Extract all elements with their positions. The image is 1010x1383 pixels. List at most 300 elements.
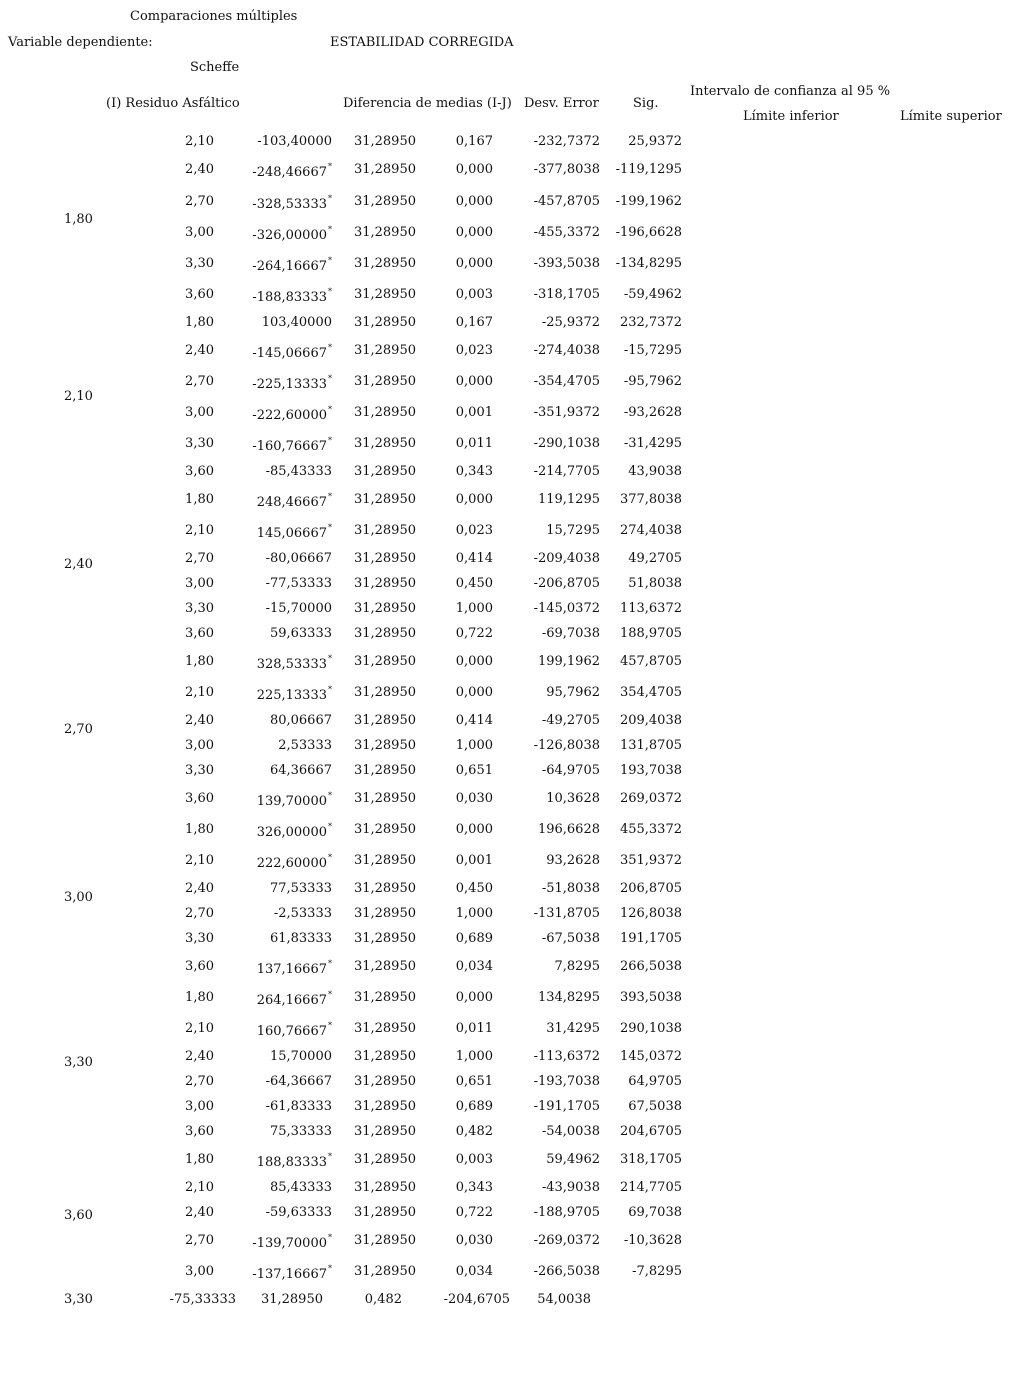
cell-upper-text: 43,9038 (628, 464, 682, 479)
group-label-text: 2,10 (64, 389, 93, 404)
cell-sig-text: 0,000 (455, 990, 493, 1005)
cell-err-text: 31,28950 (353, 225, 416, 240)
cell-upper (602, 287, 682, 303)
cell-j-text: 1,80 (185, 315, 214, 330)
cell-err (332, 405, 416, 421)
cell-upper-text: -31,4295 (623, 436, 682, 451)
cell-diff-text: -59,63333 (265, 1205, 332, 1220)
last-row-i: 3,30 (64, 1292, 93, 1307)
cell-j-text: 2,10 (185, 853, 214, 868)
cell-j (150, 256, 214, 272)
cell-sig (440, 492, 493, 508)
cell-upper-text: -15,7295 (623, 343, 682, 358)
cell-sig-text: 1,000 (455, 1049, 493, 1064)
cell-upper-text: 206,8705 (619, 881, 682, 896)
cell-err-text: 31,28950 (353, 626, 416, 641)
cell-sig (440, 931, 493, 947)
cell-j (150, 822, 214, 838)
cell-diff (228, 343, 332, 362)
table-title: Comparaciones múltiples (130, 9, 298, 24)
cell-sig-text: 0,414 (455, 551, 493, 566)
cell-diff-text: -188,83333 (252, 290, 327, 305)
cell-sig-text: 0,003 (455, 1152, 493, 1167)
cell-j-text: 2,70 (185, 374, 214, 389)
cell-sig-text: 0,000 (455, 822, 493, 837)
cell-sig (440, 1205, 493, 1221)
cell-sig-text: 0,722 (455, 626, 493, 641)
cell-j (150, 738, 214, 754)
cell-sig-text: 0,722 (455, 1205, 493, 1220)
cell-err-text: 31,28950 (353, 959, 416, 974)
cell-err-text: 31,28950 (353, 436, 416, 451)
cell-lower (508, 551, 600, 567)
cell-upper-text: 290,1038 (619, 1021, 682, 1036)
cell-err-text: 31,28950 (353, 1074, 416, 1089)
cell-sig-text: 0,034 (455, 959, 493, 974)
cell-sig-text: 0,414 (455, 713, 493, 728)
cell-upper (602, 343, 682, 359)
cell-lower-text: -209,4038 (533, 551, 600, 566)
cell-upper-text: 204,6705 (619, 1124, 682, 1139)
cell-lower (508, 1233, 600, 1249)
cell-lower-text: 119,1295 (537, 492, 600, 507)
cell-j (150, 134, 214, 150)
cell-sig (440, 287, 493, 303)
cell-lower-text: 31,4295 (546, 1021, 600, 1036)
significance-marker: * (328, 990, 332, 999)
cell-upper (602, 1124, 682, 1140)
cell-err (332, 1233, 416, 1249)
cell-diff (228, 1049, 332, 1065)
cell-j-text: 3,60 (185, 959, 214, 974)
cell-err (332, 881, 416, 897)
cell-j-text: 3,60 (185, 464, 214, 479)
cell-sig-text: 0,167 (455, 315, 493, 330)
cell-j-text: 2,70 (185, 1074, 214, 1089)
cell-lower (508, 1264, 600, 1280)
cell-diff (228, 225, 332, 244)
cell-sig (440, 551, 493, 567)
header-error: Desv. Error (524, 96, 599, 111)
cell-err (332, 523, 416, 539)
cell-err (332, 959, 416, 975)
cell-upper-text: 131,8705 (619, 738, 682, 753)
cell-sig-text: 0,651 (455, 763, 493, 778)
cell-lower-text: -318,1705 (533, 287, 600, 302)
cell-diff (228, 134, 332, 150)
cell-upper (602, 551, 682, 567)
cell-upper (602, 523, 682, 539)
last-row-sig: 0,482 (364, 1292, 402, 1307)
cell-diff-text: 2,53333 (278, 738, 332, 753)
cell-err-text: 31,28950 (353, 576, 416, 591)
cell-upper-text: -199,1962 (615, 194, 682, 209)
cell-lower-text: 199,1962 (537, 654, 600, 669)
cell-lower (508, 405, 600, 421)
cell-err (332, 990, 416, 1006)
header-intervalo: Intervalo de confianza al 95 % (690, 84, 891, 99)
cell-j (150, 791, 214, 807)
cell-upper (602, 315, 682, 331)
cell-sig (440, 791, 493, 807)
cell-diff-text: 328,53333 (256, 657, 327, 672)
last-row-upper: 54,0038 (537, 1292, 591, 1307)
cell-sig-text: 1,000 (455, 601, 493, 616)
cell-j (150, 1049, 214, 1065)
cell-diff-text: -222,60000 (252, 408, 327, 423)
cell-upper-text: 214,7705 (619, 1180, 682, 1195)
cell-j (150, 194, 214, 210)
group-label (64, 890, 93, 906)
cell-diff (228, 1124, 332, 1140)
cell-err-text: 31,28950 (353, 881, 416, 896)
cell-lower-text: -193,7038 (533, 1074, 600, 1089)
cell-lower (508, 134, 600, 150)
cell-lower (508, 654, 600, 670)
cell-err (332, 853, 416, 869)
cell-lower (508, 1021, 600, 1037)
cell-upper (602, 685, 682, 701)
cell-diff-text: -15,70000 (265, 601, 332, 616)
cell-j-text: 1,80 (185, 822, 214, 837)
cell-lower (508, 492, 600, 508)
cell-err-text: 31,28950 (353, 1021, 416, 1036)
cell-err-text: 31,28950 (353, 1233, 416, 1248)
cell-diff-text: -85,43333 (265, 464, 332, 479)
cell-err (332, 315, 416, 331)
cell-lower (508, 713, 600, 729)
cell-sig-text: 1,000 (455, 738, 493, 753)
significance-marker: * (328, 1021, 332, 1030)
cell-sig (440, 436, 493, 452)
cell-lower-text: -51,8038 (541, 881, 600, 896)
cell-diff-text: -137,16667 (252, 1267, 327, 1282)
significance-marker: * (328, 405, 332, 414)
cell-diff-text: -145,06667 (252, 346, 327, 361)
cell-j (150, 654, 214, 670)
cell-diff-text: 77,53333 (269, 881, 332, 896)
cell-upper-text: -134,8295 (615, 256, 682, 271)
cell-diff (228, 853, 332, 872)
cell-upper (602, 1152, 682, 1168)
cell-sig (440, 1124, 493, 1140)
cell-diff-text: -103,40000 (257, 134, 332, 149)
cell-upper-text: -196,6628 (615, 225, 682, 240)
cell-upper-text: 51,8038 (628, 576, 682, 591)
cell-sig (440, 343, 493, 359)
significance-marker: * (328, 194, 332, 203)
cell-lower-text: -191,1705 (533, 1099, 600, 1114)
cell-sig-text: 0,034 (455, 1264, 493, 1279)
group-label-text: 3,00 (64, 890, 93, 905)
cell-diff (228, 881, 332, 897)
cell-upper (602, 713, 682, 729)
cell-diff-text: -160,76667 (252, 439, 327, 454)
cell-lower (508, 315, 600, 331)
cell-upper (602, 738, 682, 754)
cell-lower (508, 523, 600, 539)
group-label-text: 3,60 (64, 1208, 93, 1223)
group-label-text: 1,80 (64, 212, 93, 227)
cell-diff (228, 256, 332, 275)
cell-sig (440, 1233, 493, 1249)
group-label-text: 2,70 (64, 722, 93, 737)
cell-upper-text: 354,4705 (619, 685, 682, 700)
method-label: Scheffe (190, 60, 240, 75)
cell-diff-text: 222,60000 (256, 856, 327, 871)
header-limite-superior: Límite superior (900, 109, 1002, 124)
cell-j-text: 2,10 (185, 1021, 214, 1036)
cell-sig (440, 256, 493, 272)
cell-upper-text: -93,2628 (623, 405, 682, 420)
cell-sig (440, 626, 493, 642)
cell-lower (508, 853, 600, 869)
cell-err-text: 31,28950 (353, 162, 416, 177)
cell-sig (440, 1180, 493, 1196)
significance-marker: * (328, 1233, 332, 1242)
cell-upper-text: -95,7962 (623, 374, 682, 389)
cell-upper-text: -119,1295 (615, 162, 682, 177)
cell-j (150, 626, 214, 642)
cell-err-text: 31,28950 (353, 405, 416, 420)
last-row-err: 31,28950 (260, 1292, 323, 1307)
cell-err (332, 194, 416, 210)
group-label (64, 1208, 93, 1224)
cell-j (150, 551, 214, 567)
significance-marker: * (328, 287, 332, 296)
cell-upper (602, 194, 682, 210)
cell-sig (440, 576, 493, 592)
cell-sig-text: 0,000 (455, 162, 493, 177)
cell-err (332, 906, 416, 922)
cell-err-text: 31,28950 (353, 685, 416, 700)
cell-diff (228, 822, 332, 841)
cell-upper (602, 601, 682, 617)
cell-upper-text: 49,2705 (628, 551, 682, 566)
cell-err (332, 654, 416, 670)
cell-j-text: 2,40 (185, 713, 214, 728)
cell-diff-text: 264,16667 (256, 993, 327, 1008)
cell-upper-text: 126,8038 (619, 906, 682, 921)
cell-sig-text: 0,000 (455, 194, 493, 209)
cell-sig-text: 0,023 (455, 523, 493, 538)
cell-lower-text: -145,0372 (533, 601, 600, 616)
cell-err (332, 738, 416, 754)
cell-err-text: 31,28950 (353, 523, 416, 538)
cell-upper-text: 69,7038 (628, 1205, 682, 1220)
cell-upper (602, 1074, 682, 1090)
cell-diff-text: 64,36667 (269, 763, 332, 778)
cell-err (332, 134, 416, 150)
cell-lower-text: -67,5038 (541, 931, 600, 946)
significance-marker: * (328, 1264, 332, 1273)
cell-j (150, 1264, 214, 1280)
cell-diff (228, 551, 332, 567)
cell-sig-text: 0,030 (455, 791, 493, 806)
cell-diff (228, 685, 332, 704)
cell-err (332, 1180, 416, 1196)
group-label (64, 557, 93, 573)
cell-upper (602, 791, 682, 807)
cell-upper (602, 763, 682, 779)
cell-lower-text: -351,9372 (533, 405, 600, 420)
cell-upper-text: 318,1705 (619, 1152, 682, 1167)
cell-diff (228, 162, 332, 181)
cell-err (332, 225, 416, 241)
cell-diff-text: -139,70000 (252, 1236, 327, 1251)
cell-sig (440, 853, 493, 869)
cell-err (332, 1152, 416, 1168)
cell-sig (440, 374, 493, 390)
significance-marker: * (328, 685, 332, 694)
cell-upper-text: -7,8295 (632, 1264, 682, 1279)
cell-err (332, 1264, 416, 1280)
cell-j-text: 2,40 (185, 881, 214, 896)
cell-err (332, 1049, 416, 1065)
cell-err-text: 31,28950 (353, 1205, 416, 1220)
cell-err (332, 1099, 416, 1115)
cell-upper (602, 576, 682, 592)
cell-diff (228, 492, 332, 511)
cell-lower (508, 287, 600, 303)
cell-sig-text: 0,450 (455, 881, 493, 896)
cell-lower (508, 1152, 600, 1168)
cell-err (332, 436, 416, 452)
cell-j (150, 436, 214, 452)
cell-lower-text: -131,8705 (533, 906, 600, 921)
cell-err (332, 601, 416, 617)
cell-j (150, 162, 214, 178)
cell-err-text: 31,28950 (353, 1152, 416, 1167)
cell-diff (228, 738, 332, 754)
cell-lower (508, 1124, 600, 1140)
cell-sig-text: 0,000 (455, 225, 493, 240)
cell-upper-text: 455,3372 (619, 822, 682, 837)
cell-lower-text: -269,0372 (533, 1233, 600, 1248)
cell-upper (602, 990, 682, 1006)
cell-upper (602, 492, 682, 508)
cell-err (332, 791, 416, 807)
cell-diff (228, 763, 332, 779)
cell-sig-text: 0,651 (455, 1074, 493, 1089)
cell-diff (228, 1205, 332, 1221)
cell-diff-text: 326,00000 (256, 825, 327, 840)
cell-j-text: 2,70 (185, 194, 214, 209)
cell-err-text: 31,28950 (353, 738, 416, 753)
cell-j (150, 405, 214, 421)
cell-j-text: 3,30 (185, 436, 214, 451)
cell-lower (508, 464, 600, 480)
cell-diff-text: -328,53333 (252, 197, 327, 212)
cell-lower-text: -54,0038 (541, 1124, 600, 1139)
cell-diff-text: 160,76667 (256, 1024, 327, 1039)
significance-marker: * (328, 822, 332, 831)
cell-sig (440, 405, 493, 421)
cell-lower (508, 1180, 600, 1196)
cell-j (150, 343, 214, 359)
cell-sig-text: 0,482 (455, 1124, 493, 1139)
cell-diff (228, 1152, 332, 1171)
cell-err-text: 31,28950 (353, 1180, 416, 1195)
cell-lower-text: -266,5038 (533, 1264, 600, 1279)
cell-diff-text: 145,06667 (256, 526, 327, 541)
cell-sig-text: 0,000 (455, 685, 493, 700)
cell-upper (602, 822, 682, 838)
cell-lower-text: 93,2628 (546, 853, 600, 868)
cell-j-text: 3,00 (185, 225, 214, 240)
cell-sig (440, 601, 493, 617)
cell-j-text: 2,70 (185, 1233, 214, 1248)
cell-lower (508, 576, 600, 592)
cell-j-text: 3,30 (185, 763, 214, 778)
cell-diff-text: 188,83333 (256, 1155, 327, 1170)
cell-lower-text: -393,5038 (533, 256, 600, 271)
cell-j-text: 3,00 (185, 1099, 214, 1114)
cell-lower (508, 763, 600, 779)
cell-sig (440, 464, 493, 480)
cell-sig-text: 0,343 (455, 464, 493, 479)
cell-sig-text: 0,689 (455, 931, 493, 946)
cell-upper (602, 1180, 682, 1196)
cell-upper (602, 626, 682, 642)
cell-sig-text: 0,000 (455, 256, 493, 271)
cell-j-text: 1,80 (185, 654, 214, 669)
cell-lower-text: -457,8705 (533, 194, 600, 209)
cell-lower-text: -43,9038 (541, 1180, 600, 1195)
cell-diff-text: 61,83333 (269, 931, 332, 946)
cell-j (150, 1233, 214, 1249)
cell-j (150, 959, 214, 975)
cell-err-text: 31,28950 (353, 1099, 416, 1114)
cell-upper-text: -10,3628 (623, 1233, 682, 1248)
cell-sig (440, 685, 493, 701)
cell-diff-text: 75,33333 (269, 1124, 332, 1139)
cell-diff (228, 1099, 332, 1115)
cell-j (150, 881, 214, 897)
cell-upper (602, 256, 682, 272)
cell-err-text: 31,28950 (353, 374, 416, 389)
cell-err-text: 31,28950 (353, 990, 416, 1005)
cell-err (332, 1074, 416, 1090)
cell-upper (602, 162, 682, 178)
group-label-text: 3,30 (64, 1055, 93, 1070)
cell-j (150, 576, 214, 592)
cell-lower-text: 196,6628 (537, 822, 600, 837)
cell-err (332, 343, 416, 359)
cell-j (150, 601, 214, 617)
significance-marker: * (328, 436, 332, 445)
cell-upper (602, 134, 682, 150)
cell-err (332, 551, 416, 567)
cell-diff (228, 654, 332, 673)
cell-lower-text: -64,9705 (541, 763, 600, 778)
cell-j-text: 3,30 (185, 256, 214, 271)
cell-sig (440, 1074, 493, 1090)
cell-sig (440, 225, 493, 241)
cell-j-text: 3,30 (185, 601, 214, 616)
cell-lower (508, 343, 600, 359)
cell-sig (440, 1049, 493, 1065)
cell-j-text: 3,00 (185, 738, 214, 753)
cell-err (332, 287, 416, 303)
cell-upper (602, 1099, 682, 1115)
cell-diff-text: -2,53333 (273, 906, 332, 921)
cell-j-text: 2,70 (185, 906, 214, 921)
cell-j-text: 2,70 (185, 551, 214, 566)
cell-j-text: 2,40 (185, 162, 214, 177)
cell-diff (228, 374, 332, 393)
cell-lower-text: -25,9372 (541, 315, 600, 330)
